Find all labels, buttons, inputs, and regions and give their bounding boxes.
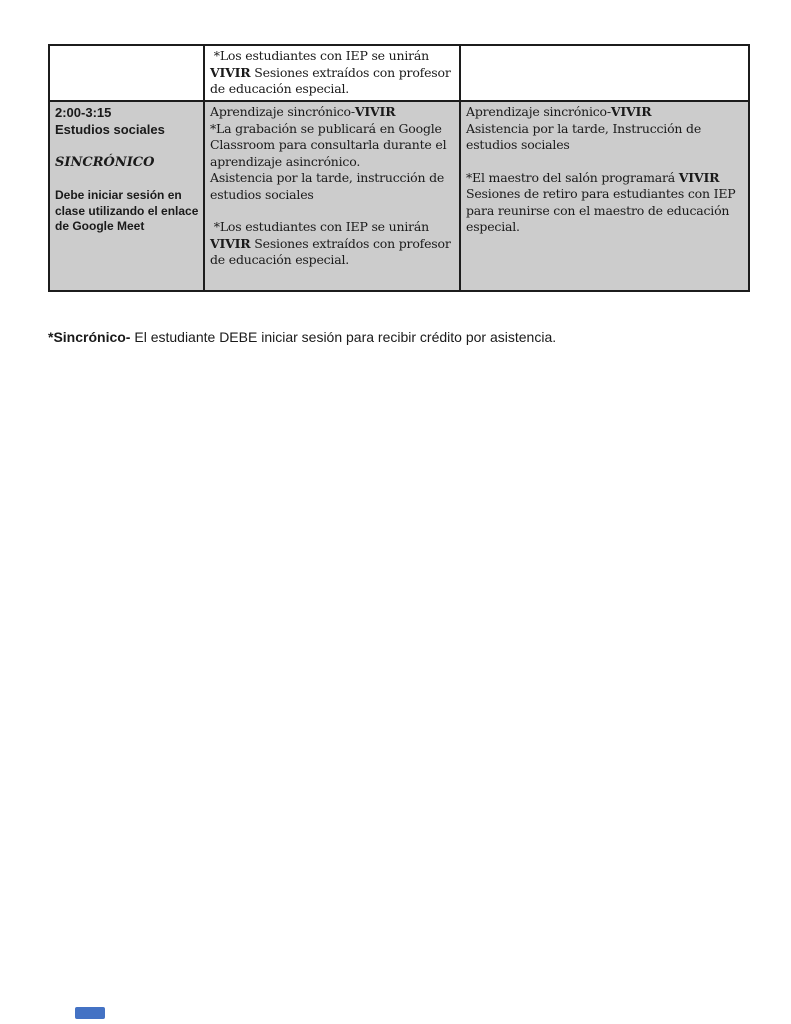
spacer <box>210 203 455 219</box>
iep-note-text: *Los estudiantes con IEP se unirán <box>210 219 433 234</box>
recording-note: *La grabación se publicará en Google Classroom para consultarla durante el aprendizaje asincrónico. <box>210 120 451 169</box>
live-keyword: VIVIR <box>610 104 652 119</box>
cell-prev-right <box>460 45 749 101</box>
cell-prev-detail <box>204 45 460 101</box>
teacher-note-text-cont: Sesiones de retiro para estudiantes con IEP para reunirse con el maestro de educación especial. <box>466 169 740 234</box>
live-keyword: VIVIR <box>678 169 720 185</box>
iep-note-paragraph <box>210 48 455 98</box>
schedule-table <box>48 44 750 292</box>
attendance-note: Asistencia por la tarde, Instrucción de estudios sociales <box>466 120 705 152</box>
iep-note-paragraph <box>210 219 455 269</box>
session-time: 2:00-3:15 <box>55 105 112 120</box>
teacher-iep-note <box>466 170 744 236</box>
teacher-note-text: *El maestro del salón programará <box>466 169 679 185</box>
session-subject: Estudios sociales <box>55 122 165 137</box>
cell-prev-time <box>49 45 204 101</box>
footnote-text: El estudiante DEBE iniciar sesión para recibir crédito por asistencia. <box>130 329 557 345</box>
attendance-note: Asistencia por la tarde, instrucción de estudios sociales <box>210 170 448 202</box>
table-row-social-studies <box>49 101 749 291</box>
live-keyword: VIVIR <box>210 64 251 80</box>
session-mode-label: SINCRÓNICO <box>55 155 155 170</box>
iep-note-text: *Los estudiantes con IEP se unirán <box>210 48 433 63</box>
cell-session-info <box>49 101 204 291</box>
page-bottom-blue-marker <box>75 1007 105 1019</box>
session-login-note: Debe iniciar sesión en clase utilizando el enlace de Google Meet <box>55 188 202 233</box>
cell-sync-learning-right <box>460 101 749 291</box>
sync-learning-heading <box>466 104 744 121</box>
cell-sync-learning-detail <box>204 101 460 291</box>
table-row-previous-continuation <box>49 45 749 101</box>
live-keyword: VIVIR <box>354 104 396 119</box>
synchronous-footnote <box>48 328 556 346</box>
iep-note-text-cont: Sesiones extraídos con profesor de educación especial. <box>210 235 455 267</box>
sync-heading-text: Aprendizaje sincrónico- <box>210 104 355 119</box>
iep-note-text-cont: Sesiones extraídos con profesor de educación especial. <box>210 64 455 96</box>
live-keyword: VIVIR <box>210 235 251 251</box>
sync-learning-heading <box>210 104 455 121</box>
spacer <box>466 154 744 170</box>
footnote-term: *Sincrónico- <box>48 329 131 345</box>
sync-heading-text: Aprendizaje sincrónico- <box>466 104 611 119</box>
